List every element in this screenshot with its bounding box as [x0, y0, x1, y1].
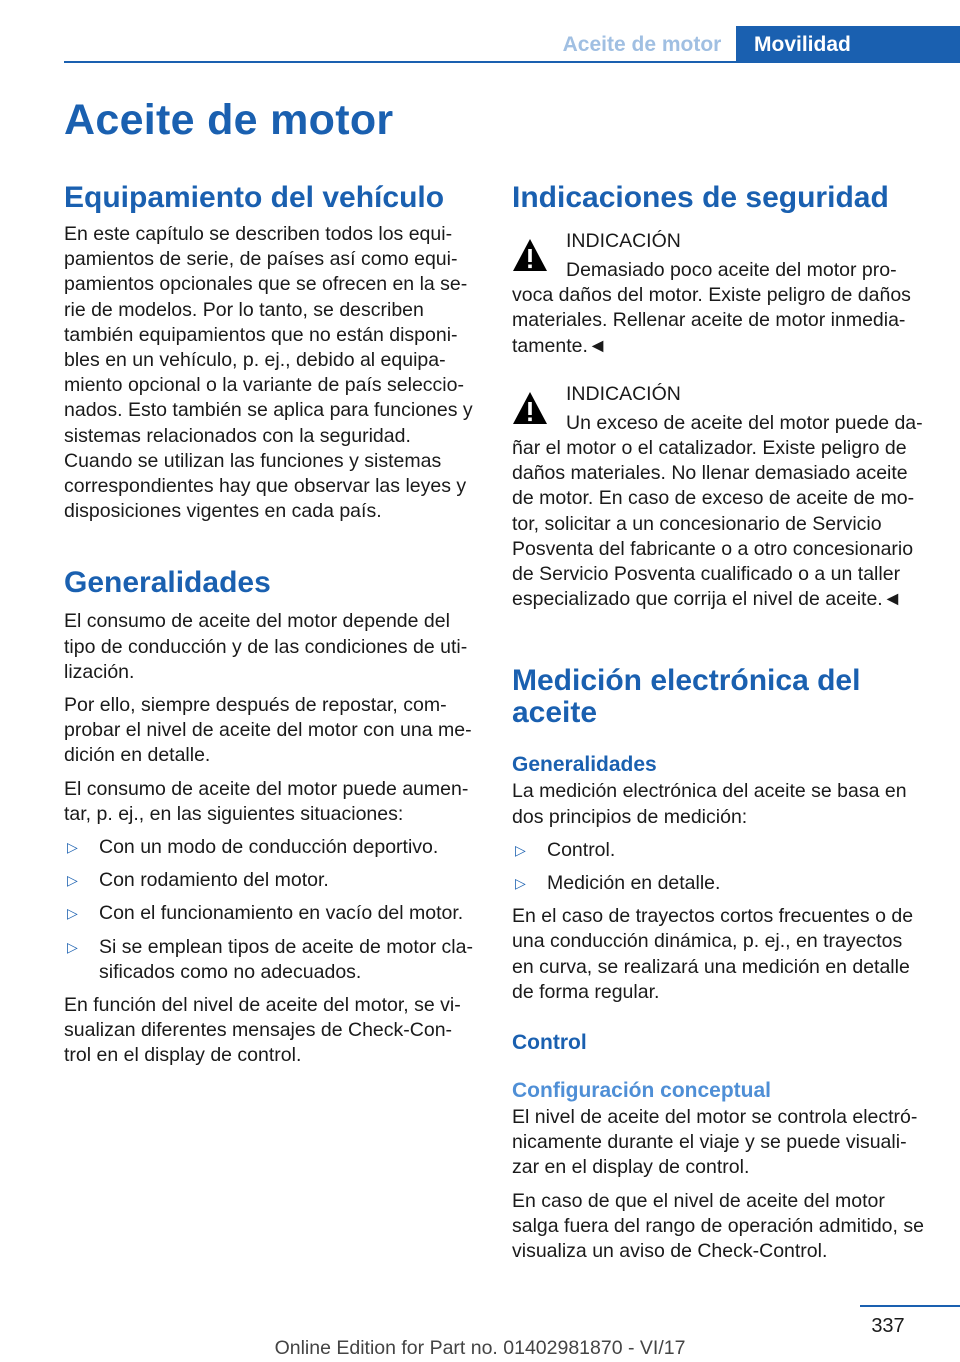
edition-footer: Online Edition for Part no. 01402981870 - VI/17	[274, 1337, 686, 1359]
page-title: Aceite de motor	[64, 96, 394, 144]
header-chapter-tab: Movilidad	[736, 26, 960, 63]
bullet-triangle-icon: ▷	[515, 875, 526, 892]
left-column	[64, 182, 478, 1069]
paragraph: La medición electrónica del aceite se basa en dos principios de medición:	[512, 780, 907, 828]
right-column	[512, 182, 926, 1264]
warning-notice	[512, 381, 926, 613]
heading-equipamiento: Equipamiento del vehículo	[64, 181, 445, 214]
list-item: ▷ Si se emplean tipos de aceite de motor cla- sificados como no adecuados.	[67, 935, 473, 983]
paragraph: El consumo de aceite del motor depende del tipo de conducción y de las condiciones de uti- lización.	[64, 610, 468, 683]
bullet-triangle-icon: ▷	[67, 872, 78, 889]
paragraph: Por ello, siempre después de repostar, com- probar el nivel de aceite del motor con una me- dición en detalle.	[64, 694, 472, 767]
heading-medicion: Medición electrónica del aceite	[512, 664, 861, 730]
bullet-triangle-icon: ▷	[67, 938, 78, 955]
paragraph: En función del nivel de aceite del motor, se vi- sualizan diferentes mensajes de Check-Con- trol en el display de control.	[64, 994, 461, 1067]
bullet-triangle-icon: ▷	[67, 839, 78, 856]
warning-notice	[512, 228, 926, 359]
paragraph: El consumo de aceite del motor puede aumen- tar, p. ej., en las siguientes situaciones:	[64, 777, 469, 825]
header-section-label: Aceite de motor	[562, 33, 722, 56]
heading-seguridad: Indicaciones de seguridad	[512, 181, 889, 214]
list-item: ▷ Con rodamiento del motor.	[64, 868, 478, 893]
paragraph: En este capítulo se describen todos los equi- pamientos de serie, de países así como equi- pamientos opcionales que se ofrecen en la se- rie de modelos. Por lo tanto, se describen también equipamientos que no están disponi- bles en un vehículo, p. ej., debido al equipa- miento opcional o la variante de país seleccio- nados. Esto también se aplica para funciones y sistemas relacionados con la seguridad.	[64, 223, 473, 447]
list-item: ▷ Con el funcionamiento en vacío del motor.	[64, 901, 478, 926]
paragraph: El nivel de aceite del motor se controla electró- nicamente durante el viaje y se puede visuali- zar en el display de control.	[512, 1106, 918, 1179]
warning-triangle-icon	[512, 238, 548, 272]
warning-label: INDICACIÓN	[566, 230, 681, 252]
warning-text: Demasiado poco aceite del motor pro- voca daños del motor. Existe peligro de daños materiales. Rellenar aceite de motor inmedia- tamente.◄	[512, 259, 911, 357]
page-number: 337	[871, 1315, 905, 1337]
paragraph: En caso de que el nivel de aceite del motor salga fuera del rango de operación admitido, se visualiza un aviso de Check-Control.	[512, 1189, 924, 1263]
list-item: ▷ Con un modo de conducción deportivo.	[64, 835, 478, 860]
warning-label: INDICACIÓN	[566, 382, 681, 405]
list-item: ▷ Medición en detalle.	[512, 871, 926, 896]
bullet-triangle-icon: ▷	[67, 905, 78, 922]
heading-generalidades: Generalidades	[64, 566, 271, 600]
paragraph: Cuando se utilizan las funciones y sistemas correspondientes hay que observar las leyes y disposiciones vigentes en cada país.	[64, 449, 467, 523]
warning-text: Un exceso de aceite del motor puede da- ñar el motor o el catalizador. Existe peligro de daños materiales. No llenar demasiado aceite de motor. En caso de exceso de aceite de mo- tor, solicitar a un concesionario de Servicio Posventa del fabricante o a otro concesionario de Servicio Posventa cualificado o a un taller especializado que corrija el nivel de aceite.◄	[512, 411, 923, 611]
subheading-control: Control	[512, 1031, 587, 1055]
subheading-generalidades: Generalidades	[512, 753, 657, 777]
subheading-configuracion: Configuración conceptual	[512, 1079, 772, 1103]
warning-triangle-icon	[512, 391, 548, 425]
list-item: ▷ Control.	[512, 838, 926, 863]
footer-rule	[860, 1305, 960, 1307]
bullet-triangle-icon: ▷	[515, 841, 526, 858]
paragraph: En el caso de trayectos cortos frecuentes o de una conducción dinámica, p. ej., en trayectos en curva, se realizará una medición en detalle de forma regular.	[512, 905, 914, 1003]
